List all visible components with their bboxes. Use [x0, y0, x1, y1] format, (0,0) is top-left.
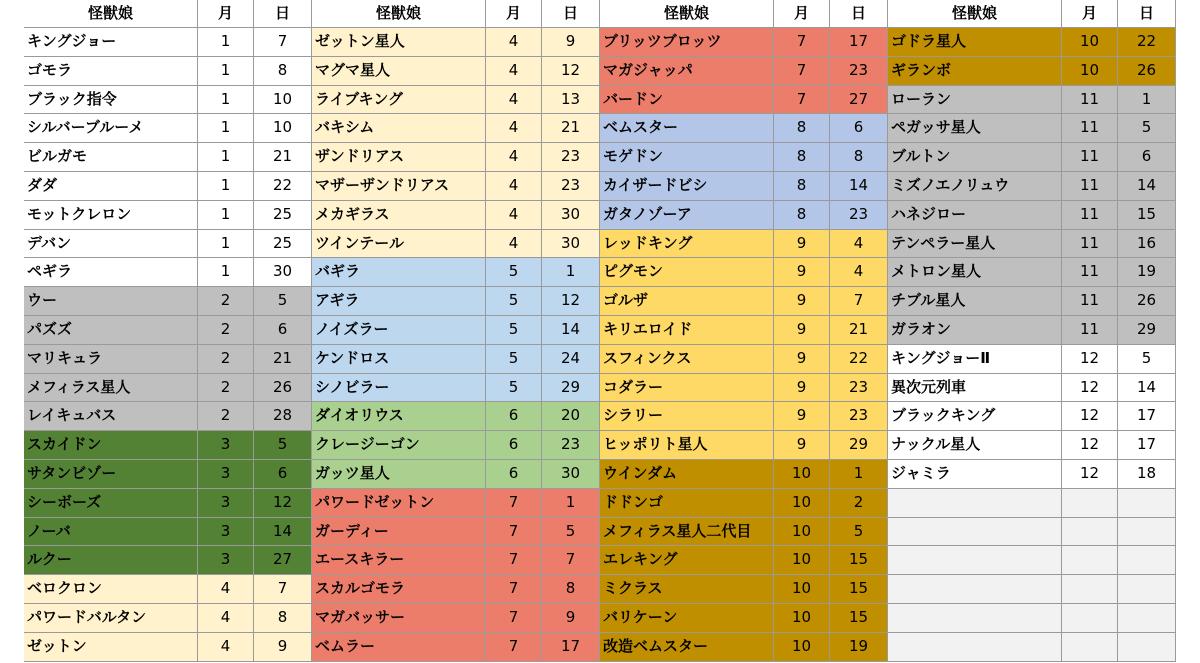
cell-name[interactable]: アギラ: [312, 287, 486, 316]
cell-month[interactable]: 4: [486, 114, 542, 143]
cell-name[interactable]: ミクラス: [600, 575, 774, 604]
cell-month[interactable]: 9: [774, 431, 830, 460]
cell-month[interactable]: 1: [198, 114, 254, 143]
cell-day[interactable]: 14: [254, 518, 312, 547]
cell-name[interactable]: ペギラ: [24, 258, 198, 287]
cell-name[interactable]: ブルトン: [888, 143, 1062, 172]
cell-day[interactable]: 19: [1118, 258, 1176, 287]
cell-name[interactable]: ベムスター: [600, 114, 774, 143]
cell-day[interactable]: 21: [830, 316, 888, 345]
cell-name[interactable]: レイキュバス: [24, 402, 198, 431]
cell-day[interactable]: 7: [542, 546, 600, 575]
header-name: 怪獣娘: [24, 0, 198, 28]
cell-month[interactable]: 5: [486, 345, 542, 374]
cell-month[interactable]: 10: [1062, 57, 1118, 86]
cell-day[interactable]: 30: [254, 258, 312, 287]
cell-day[interactable]: 7: [254, 28, 312, 57]
cell-day[interactable]: 5: [830, 518, 888, 547]
cell-day[interactable]: 6: [254, 316, 312, 345]
cell-name[interactable]: ウー: [24, 287, 198, 316]
cell-day[interactable]: 18: [1118, 460, 1176, 489]
cell-name[interactable]: シノビラー: [312, 374, 486, 403]
cell-month[interactable]: 12: [1062, 460, 1118, 489]
cell-month[interactable]: 5: [486, 374, 542, 403]
cell-month[interactable]: 7: [486, 604, 542, 633]
cell-day[interactable]: 5: [254, 431, 312, 460]
cell-name[interactable]: [888, 633, 1062, 662]
cell-month[interactable]: 3: [198, 518, 254, 547]
cell-name[interactable]: ゴルザ: [600, 287, 774, 316]
cell-name[interactable]: バードン: [600, 86, 774, 115]
cell-day[interactable]: 26: [254, 374, 312, 403]
cell-month[interactable]: 9: [774, 230, 830, 259]
cell-name[interactable]: ノーバ: [24, 518, 198, 547]
cell-month[interactable]: 2: [198, 402, 254, 431]
cell-month[interactable]: 8: [774, 172, 830, 201]
cell-month[interactable]: 4: [486, 86, 542, 115]
cell-day[interactable]: 23: [830, 402, 888, 431]
cell-month[interactable]: [1062, 489, 1118, 518]
cell-day[interactable]: 7: [830, 287, 888, 316]
cell-day[interactable]: 17: [542, 633, 600, 662]
cell-day[interactable]: 1: [1118, 86, 1176, 115]
cell-month[interactable]: 11: [1062, 86, 1118, 115]
cell-day[interactable]: 8: [830, 143, 888, 172]
cell-month[interactable]: 12: [1062, 374, 1118, 403]
cell-month[interactable]: 7: [486, 518, 542, 547]
cell-name[interactable]: ダダ: [24, 172, 198, 201]
cell-month[interactable]: 2: [198, 287, 254, 316]
cell-day[interactable]: 22: [1118, 28, 1176, 57]
cell-day[interactable]: [1118, 604, 1176, 633]
cell-name[interactable]: キリエロイド: [600, 316, 774, 345]
cell-month[interactable]: 11: [1062, 316, 1118, 345]
cell-name[interactable]: [888, 604, 1062, 633]
cell-name[interactable]: ガッツ星人: [312, 460, 486, 489]
cell-name[interactable]: サタンビゾー: [24, 460, 198, 489]
cell-name[interactable]: マザーザンドリアス: [312, 172, 486, 201]
cell-day[interactable]: 24: [542, 345, 600, 374]
cell-day[interactable]: 10: [254, 86, 312, 115]
cell-day[interactable]: 6: [1118, 143, 1176, 172]
cell-month[interactable]: 5: [486, 258, 542, 287]
cell-day[interactable]: 28: [254, 402, 312, 431]
cell-name[interactable]: ライブキング: [312, 86, 486, 115]
cell-day[interactable]: 29: [542, 374, 600, 403]
cell-month[interactable]: 12: [1062, 402, 1118, 431]
cell-month[interactable]: 5: [486, 287, 542, 316]
cell-month[interactable]: 1: [198, 201, 254, 230]
cell-day[interactable]: 23: [830, 374, 888, 403]
cell-name[interactable]: マグマ星人: [312, 57, 486, 86]
cell-month[interactable]: 9: [774, 287, 830, 316]
cell-name[interactable]: クレージーゴン: [312, 431, 486, 460]
cell-name[interactable]: ゴドラ星人: [888, 28, 1062, 57]
cell-day[interactable]: 23: [542, 172, 600, 201]
cell-name[interactable]: ピグモン: [600, 258, 774, 287]
cell-month[interactable]: 7: [486, 546, 542, 575]
cell-month[interactable]: 5: [486, 316, 542, 345]
cell-day[interactable]: 6: [830, 114, 888, 143]
cell-month[interactable]: 2: [198, 316, 254, 345]
cell-day[interactable]: [1118, 546, 1176, 575]
cell-day[interactable]: 8: [254, 604, 312, 633]
cell-day[interactable]: 23: [830, 201, 888, 230]
cell-day[interactable]: 1: [542, 258, 600, 287]
cell-name[interactable]: エースキラー: [312, 546, 486, 575]
cell-month[interactable]: 10: [774, 546, 830, 575]
cell-name[interactable]: パワードゼットン: [312, 489, 486, 518]
cell-day[interactable]: 27: [254, 546, 312, 575]
cell-month[interactable]: 4: [486, 57, 542, 86]
cell-name[interactable]: ベロクロン: [24, 575, 198, 604]
cell-day[interactable]: 1: [542, 489, 600, 518]
cell-name[interactable]: ドドンゴ: [600, 489, 774, 518]
cell-day[interactable]: 16: [1118, 230, 1176, 259]
cell-day[interactable]: 17: [1118, 431, 1176, 460]
cell-month[interactable]: 7: [486, 489, 542, 518]
cell-name[interactable]: バキシム: [312, 114, 486, 143]
cell-month[interactable]: 4: [486, 201, 542, 230]
cell-month[interactable]: [1062, 633, 1118, 662]
cell-name[interactable]: ダイオリウス: [312, 402, 486, 431]
cell-name[interactable]: シルバーブルーメ: [24, 114, 198, 143]
cell-name[interactable]: エレキング: [600, 546, 774, 575]
cell-month[interactable]: 9: [774, 402, 830, 431]
cell-day[interactable]: 5: [254, 287, 312, 316]
cell-day[interactable]: 23: [542, 143, 600, 172]
cell-month[interactable]: [1062, 604, 1118, 633]
cell-day[interactable]: 25: [254, 230, 312, 259]
cell-month[interactable]: 6: [486, 431, 542, 460]
cell-month[interactable]: 4: [198, 633, 254, 662]
cell-month[interactable]: 9: [774, 345, 830, 374]
cell-name[interactable]: メトロン星人: [888, 258, 1062, 287]
cell-name[interactable]: [888, 575, 1062, 604]
cell-name[interactable]: パワードバルタン: [24, 604, 198, 633]
cell-name[interactable]: マガジャッパ: [600, 57, 774, 86]
cell-month[interactable]: 1: [198, 143, 254, 172]
cell-day[interactable]: 27: [830, 86, 888, 115]
cell-day[interactable]: 2: [830, 489, 888, 518]
cell-name[interactable]: ゼットン星人: [312, 28, 486, 57]
cell-name[interactable]: チブル星人: [888, 287, 1062, 316]
cell-day[interactable]: 8: [254, 57, 312, 86]
cell-name[interactable]: モゲドン: [600, 143, 774, 172]
cell-day[interactable]: 21: [254, 345, 312, 374]
cell-month[interactable]: 9: [774, 258, 830, 287]
cell-month[interactable]: 1: [198, 86, 254, 115]
cell-day[interactable]: 21: [254, 143, 312, 172]
cell-day[interactable]: 12: [542, 57, 600, 86]
cell-month[interactable]: [1062, 546, 1118, 575]
cell-name[interactable]: ブラックキング: [888, 402, 1062, 431]
cell-name[interactable]: ガラオン: [888, 316, 1062, 345]
cell-day[interactable]: 29: [830, 431, 888, 460]
cell-month[interactable]: 4: [486, 28, 542, 57]
cell-name[interactable]: 異次元列車: [888, 374, 1062, 403]
cell-month[interactable]: 10: [1062, 28, 1118, 57]
cell-name[interactable]: [888, 546, 1062, 575]
cell-month[interactable]: 3: [198, 546, 254, 575]
cell-day[interactable]: 13: [542, 86, 600, 115]
cell-month[interactable]: 6: [486, 402, 542, 431]
cell-day[interactable]: 9: [542, 604, 600, 633]
cell-name[interactable]: ローラン: [888, 86, 1062, 115]
cell-name[interactable]: マガバッサー: [312, 604, 486, 633]
cell-month[interactable]: 10: [774, 604, 830, 633]
header-day: 日: [542, 0, 600, 28]
cell-day[interactable]: 26: [1118, 287, 1176, 316]
cell-name[interactable]: テンペラー星人: [888, 230, 1062, 259]
cell-month[interactable]: 3: [198, 489, 254, 518]
cell-name[interactable]: ガーディー: [312, 518, 486, 547]
cell-month[interactable]: 11: [1062, 287, 1118, 316]
cell-day[interactable]: 14: [1118, 172, 1176, 201]
cell-name[interactable]: キングジョーⅡ: [888, 345, 1062, 374]
cell-name[interactable]: ブリッツブロッツ: [600, 28, 774, 57]
cell-day[interactable]: 4: [830, 258, 888, 287]
cell-name[interactable]: キングジョー: [24, 28, 198, 57]
cell-name[interactable]: ルクー: [24, 546, 198, 575]
cell-name[interactable]: [888, 489, 1062, 518]
cell-month[interactable]: 8: [774, 143, 830, 172]
cell-day[interactable]: 10: [254, 114, 312, 143]
cell-day[interactable]: 30: [542, 201, 600, 230]
cell-month[interactable]: 7: [486, 633, 542, 662]
cell-day[interactable]: 14: [830, 172, 888, 201]
cell-name[interactable]: モットクレロン: [24, 201, 198, 230]
cell-name[interactable]: スカルゴモラ: [312, 575, 486, 604]
cell-month[interactable]: 11: [1062, 230, 1118, 259]
cell-month[interactable]: 1: [198, 57, 254, 86]
cell-day[interactable]: 29: [1118, 316, 1176, 345]
cell-name[interactable]: メカギラス: [312, 201, 486, 230]
cell-month[interactable]: 4: [486, 172, 542, 201]
cell-month[interactable]: 7: [774, 28, 830, 57]
cell-month[interactable]: 4: [486, 143, 542, 172]
cell-day[interactable]: 22: [254, 172, 312, 201]
cell-month[interactable]: 9: [774, 316, 830, 345]
cell-name[interactable]: ベムラー: [312, 633, 486, 662]
cell-day[interactable]: [1118, 575, 1176, 604]
header-month: 月: [198, 0, 254, 28]
cell-name[interactable]: バギラ: [312, 258, 486, 287]
cell-day[interactable]: 9: [254, 633, 312, 662]
cell-day[interactable]: 20: [542, 402, 600, 431]
cell-day[interactable]: 6: [254, 460, 312, 489]
cell-day[interactable]: 17: [1118, 402, 1176, 431]
cell-name[interactable]: ゼットン: [24, 633, 198, 662]
cell-name[interactable]: ウインダム: [600, 460, 774, 489]
cell-day[interactable]: 15: [830, 575, 888, 604]
cell-month[interactable]: 12: [1062, 345, 1118, 374]
cell-day[interactable]: 12: [254, 489, 312, 518]
cell-month[interactable]: 2: [198, 374, 254, 403]
cell-month[interactable]: 1: [198, 258, 254, 287]
cell-name[interactable]: スフィンクス: [600, 345, 774, 374]
cell-day[interactable]: 5: [1118, 345, 1176, 374]
birthday-table: [24, 0, 1176, 663]
header-month: 月: [486, 0, 542, 28]
cell-day[interactable]: 21: [542, 114, 600, 143]
cell-name[interactable]: マリキュラ: [24, 345, 198, 374]
cell-month[interactable]: [1062, 575, 1118, 604]
cell-month[interactable]: 11: [1062, 201, 1118, 230]
cell-name[interactable]: ツインテール: [312, 230, 486, 259]
cell-day[interactable]: 15: [830, 546, 888, 575]
cell-month[interactable]: 1: [198, 230, 254, 259]
cell-name[interactable]: [888, 518, 1062, 547]
cell-month[interactable]: 1: [198, 28, 254, 57]
cell-name[interactable]: ノイズラー: [312, 316, 486, 345]
cell-month[interactable]: 10: [774, 460, 830, 489]
header-month: 月: [1062, 0, 1118, 28]
cell-day[interactable]: [1118, 633, 1176, 662]
cell-name[interactable]: ギランボ: [888, 57, 1062, 86]
cell-month[interactable]: 6: [486, 460, 542, 489]
cell-month[interactable]: 10: [774, 518, 830, 547]
cell-name[interactable]: レッドキング: [600, 230, 774, 259]
cell-name[interactable]: コダラー: [600, 374, 774, 403]
cell-name[interactable]: シーボーズ: [24, 489, 198, 518]
cell-month[interactable]: 4: [198, 575, 254, 604]
cell-month[interactable]: 3: [198, 431, 254, 460]
cell-name[interactable]: ガタノゾーア: [600, 201, 774, 230]
header-day: 日: [254, 0, 312, 28]
header-month: 月: [774, 0, 830, 28]
cell-name[interactable]: ハネジロー: [888, 201, 1062, 230]
cell-day[interactable]: 14: [542, 316, 600, 345]
cell-name[interactable]: ブラック指令: [24, 86, 198, 115]
header-day: 日: [1118, 0, 1176, 28]
cell-day[interactable]: [1118, 489, 1176, 518]
cell-month[interactable]: 10: [774, 633, 830, 662]
cell-day[interactable]: 15: [1118, 201, 1176, 230]
cell-day[interactable]: 19: [830, 633, 888, 662]
cell-day[interactable]: 5: [542, 518, 600, 547]
cell-month[interactable]: 11: [1062, 143, 1118, 172]
cell-name[interactable]: バリケーン: [600, 604, 774, 633]
cell-day[interactable]: 12: [542, 287, 600, 316]
cell-day[interactable]: 26: [1118, 57, 1176, 86]
cell-name[interactable]: ミズノエノリュウ: [888, 172, 1062, 201]
cell-day[interactable]: 1: [830, 460, 888, 489]
cell-month[interactable]: 4: [486, 230, 542, 259]
cell-month[interactable]: 11: [1062, 114, 1118, 143]
cell-day[interactable]: 7: [254, 575, 312, 604]
header-name: 怪獣娘: [600, 0, 774, 28]
cell-month[interactable]: 7: [486, 575, 542, 604]
cell-name[interactable]: ナックル星人: [888, 431, 1062, 460]
cell-month[interactable]: 7: [774, 57, 830, 86]
cell-name[interactable]: ザンドリアス: [312, 143, 486, 172]
cell-day[interactable]: 14: [1118, 374, 1176, 403]
cell-name[interactable]: パズズ: [24, 316, 198, 345]
cell-month[interactable]: 4: [198, 604, 254, 633]
cell-name[interactable]: 改造ベムスター: [600, 633, 774, 662]
cell-name[interactable]: ケンドロス: [312, 345, 486, 374]
cell-name[interactable]: カイザードビシ: [600, 172, 774, 201]
cell-month[interactable]: [1062, 518, 1118, 547]
cell-name[interactable]: ジャミラ: [888, 460, 1062, 489]
cell-name[interactable]: スカイドン: [24, 431, 198, 460]
cell-day[interactable]: 8: [542, 575, 600, 604]
cell-day[interactable]: 23: [830, 57, 888, 86]
cell-name[interactable]: ビルガモ: [24, 143, 198, 172]
cell-name[interactable]: ペガッサ星人: [888, 114, 1062, 143]
cell-name[interactable]: メフィラス星人二代目: [600, 518, 774, 547]
cell-day[interactable]: 25: [254, 201, 312, 230]
cell-day[interactable]: 30: [542, 230, 600, 259]
cell-month[interactable]: 8: [774, 201, 830, 230]
cell-month[interactable]: 8: [774, 114, 830, 143]
cell-name[interactable]: ゴモラ: [24, 57, 198, 86]
cell-day[interactable]: 23: [542, 431, 600, 460]
cell-day[interactable]: 22: [830, 345, 888, 374]
cell-month[interactable]: 10: [774, 575, 830, 604]
header-name: 怪獣娘: [312, 0, 486, 28]
cell-month[interactable]: 3: [198, 460, 254, 489]
cell-day[interactable]: 4: [830, 230, 888, 259]
cell-month[interactable]: 11: [1062, 172, 1118, 201]
header-day: 日: [830, 0, 888, 28]
cell-month[interactable]: 12: [1062, 431, 1118, 460]
cell-day[interactable]: 17: [830, 28, 888, 57]
header-name: 怪獣娘: [888, 0, 1062, 28]
cell-name[interactable]: ヒッポリト星人: [600, 431, 774, 460]
cell-month[interactable]: 11: [1062, 258, 1118, 287]
cell-month[interactable]: 2: [198, 345, 254, 374]
cell-month[interactable]: 7: [774, 86, 830, 115]
cell-name[interactable]: デバン: [24, 230, 198, 259]
cell-name[interactable]: シラリー: [600, 402, 774, 431]
cell-day[interactable]: 9: [542, 28, 600, 57]
cell-month[interactable]: 10: [774, 489, 830, 518]
cell-day[interactable]: 5: [1118, 114, 1176, 143]
cell-day[interactable]: [1118, 518, 1176, 547]
cell-day[interactable]: 30: [542, 460, 600, 489]
cell-month[interactable]: 1: [198, 172, 254, 201]
cell-name[interactable]: メフィラス星人: [24, 374, 198, 403]
cell-month[interactable]: 9: [774, 374, 830, 403]
cell-day[interactable]: 15: [830, 604, 888, 633]
